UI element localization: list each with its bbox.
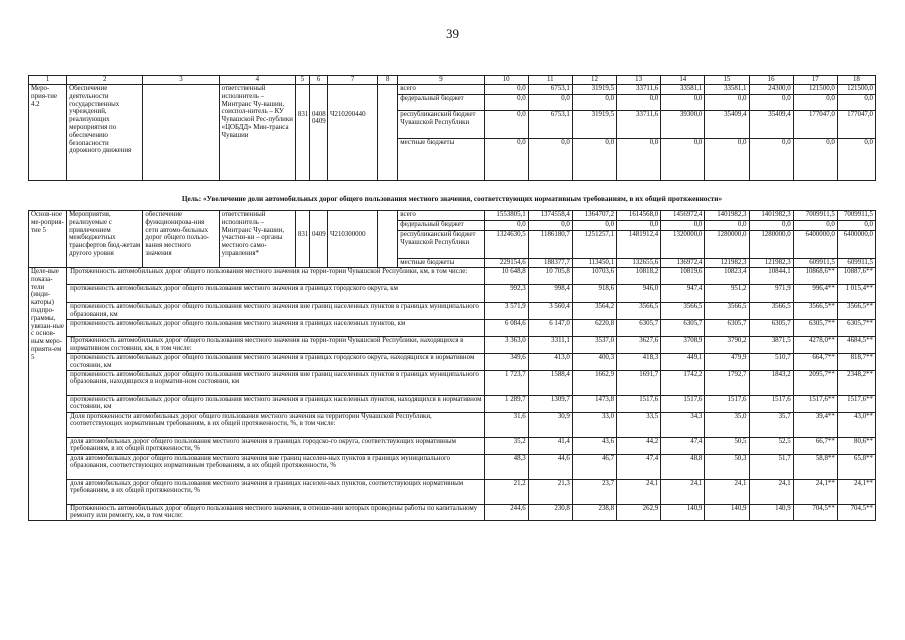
indicator-value: 2095,7** <box>793 370 837 395</box>
funding-source: республиканский бюджет Чувашской Республики <box>398 231 484 259</box>
indicator-value: 6305,7** <box>793 320 837 337</box>
funding-value: 132655,6 <box>617 259 661 268</box>
column-number: 1 <box>29 76 67 85</box>
funding-value: 0,0 <box>484 139 528 181</box>
code-col-8 <box>378 111 398 139</box>
indicator-value: 6 147,0 <box>528 320 572 337</box>
indicator-row <box>29 504 876 521</box>
indicator-value: 992,3 <box>484 285 528 303</box>
indicator-value: 47,4 <box>661 437 705 454</box>
indicator-name: доля автомобильных дорог общего пользования местного значения в границах населен-ных пунктов, соответствующих нормативным требованиям, в их общей протяженности, % <box>67 479 484 504</box>
funding-value: 121500,0 <box>837 85 875 95</box>
funding-value: 0,0 <box>749 221 793 231</box>
indicator-value: 3 571,9 <box>484 303 528 320</box>
funding-value: 1364707,2 <box>572 211 616 221</box>
code-col-6: 0408 0409 <box>309 111 327 139</box>
indicator-value: 946,0 <box>617 285 661 303</box>
code-col-5 <box>295 95 309 111</box>
indicator-value: 704,5** <box>837 504 875 521</box>
funding-value: 39300,0 <box>661 111 705 139</box>
indicator-value: 262,9 <box>617 504 661 521</box>
funding-value: 0,0 <box>484 85 528 95</box>
indicator-value: 66,7** <box>793 437 837 454</box>
funding-value: 0,0 <box>528 139 572 181</box>
column-number: 6 <box>309 76 327 85</box>
indicator-value: 4684,5** <box>837 337 875 354</box>
indicator-value: 996,4** <box>793 285 837 303</box>
indicator-value: 3627,6 <box>617 337 661 354</box>
indicator-value: 52,5 <box>749 437 793 454</box>
indicator-value: 1 289,7 <box>484 395 528 412</box>
funding-value: 121500,0 <box>793 85 837 95</box>
indicator-row <box>29 395 876 412</box>
indicator-value: 39,4** <box>793 412 837 437</box>
indicator-value: 3566,5** <box>793 303 837 320</box>
funding-value: 0,0 <box>572 139 616 181</box>
funding-value: 0,0 <box>617 95 661 111</box>
code-col-5 <box>295 221 309 231</box>
funding-value: 113450,1 <box>572 259 616 268</box>
indicator-value: 23,7 <box>572 479 616 504</box>
code-col-8 <box>378 85 398 95</box>
indicator-value: 44,2 <box>617 437 661 454</box>
column-number: 2 <box>67 76 143 85</box>
code-col-7 <box>328 221 378 231</box>
indicator-name: доля автомобильных дорог общего пользования местного значения в границах городско-го округа, соответствующих нормативным требованиям, в их общей протяженности, % <box>67 437 484 454</box>
indicator-value: 35,2 <box>484 437 528 454</box>
code-col-8 <box>378 221 398 231</box>
budget-table-top <box>28 75 876 181</box>
code-col-7 <box>328 139 378 181</box>
funding-value: 0,0 <box>617 221 661 231</box>
funding-value: 0,0 <box>837 221 875 231</box>
funding-value: 1280000,0 <box>749 231 793 259</box>
measure-code: Основ-ное ме-роприя-тие 5 <box>29 211 67 268</box>
indicator-value: 48,8 <box>661 454 705 479</box>
indicators-label: Целе-вые показа-тели (инди-каторы) подпро-граммы, увязан-ные с основ-ным меро-прияти-ем 5 <box>29 268 67 521</box>
indicator-value: 1517,6 <box>661 395 705 412</box>
indicator-name: доля автомобильных дорог общего пользования местного значения вне границ населен-ных пунктов в границах муниципального образования, соответствующих нормативным требованиям, в их общей протяженности, % <box>67 454 484 479</box>
funding-value: 1320000,0 <box>661 231 705 259</box>
funding-value: 6753,1 <box>528 85 572 95</box>
funding-value: 136972,4 <box>661 259 705 268</box>
indicator-row <box>29 320 876 337</box>
funding-value: 1401982,3 <box>749 211 793 221</box>
column-number: 8 <box>378 76 398 85</box>
funding-value: 0,0 <box>484 111 528 139</box>
indicator-value: 24,1 <box>617 479 661 504</box>
indicator-value: 80,6** <box>837 437 875 454</box>
budget-table-bottom <box>28 210 876 521</box>
indicator-value: 449,1 <box>661 354 705 371</box>
funding-value: 0,0 <box>837 139 875 181</box>
funding-value: 1251257,1 <box>572 231 616 259</box>
indicator-row <box>29 268 876 285</box>
indicator-name: протяженность автомобильных дорог общего пользования местного значения вне границ населенных пунктов в границах муниципального образования, км <box>67 303 484 320</box>
indicator-value: 230,8 <box>528 504 572 521</box>
indicator-value: 4278,0** <box>793 337 837 354</box>
funding-value: 0,0 <box>572 95 616 111</box>
indicator-value: 24,1 <box>749 479 793 504</box>
column-number: 5 <box>295 76 309 85</box>
indicator-value: 43,6 <box>572 437 616 454</box>
indicator-name: протяженность автомобильных дорог общего пользования местного значения вне границ населенных пунктов в границах муниципального образования, находящихся в норматив-ном состоянии, км <box>67 370 484 395</box>
funding-source: республиканский бюджет Чувашской Республики <box>398 111 484 139</box>
indicator-value: 10844,1 <box>749 268 793 285</box>
measure-code: Меро-прия-тие 4.2 <box>29 85 67 181</box>
column-number: 17 <box>793 76 837 85</box>
funding-value: 1614568,0 <box>617 211 661 221</box>
funding-value: 0,0 <box>793 221 837 231</box>
indicator-value: 24,1** <box>837 479 875 504</box>
indicator-value: 418,3 <box>617 354 661 371</box>
indicator-value: 10818,2 <box>617 268 661 285</box>
indicator-value: 1473,8 <box>572 395 616 412</box>
code-col-7 <box>328 85 378 95</box>
indicator-value: 1309,7 <box>528 395 572 412</box>
indicator-value: 6305,7 <box>705 320 749 337</box>
code-col-8 <box>378 211 398 221</box>
indicator-value: 818,7** <box>837 354 875 371</box>
funding-source: местные бюджеты <box>398 259 484 268</box>
indicator-value: 3 363,0 <box>484 337 528 354</box>
indicator-value: 413,0 <box>528 354 572 371</box>
column-number: 12 <box>572 76 616 85</box>
code-col-8 <box>378 95 398 111</box>
indicator-value: 704,5** <box>793 504 837 521</box>
funding-value: 1401982,3 <box>705 211 749 221</box>
indicator-value: 1 015,4** <box>837 285 875 303</box>
indicator-value: 43,0** <box>837 412 875 437</box>
indicator-value: 33,0 <box>572 412 616 437</box>
indicator-value: 65,8** <box>837 454 875 479</box>
indicator-value: 400,3 <box>572 354 616 371</box>
indicator-value: 46,7 <box>572 454 616 479</box>
indicator-row <box>29 412 876 437</box>
indicator-value: 1 723,7 <box>484 370 528 395</box>
funding-value: 33581,1 <box>661 85 705 95</box>
funding-value: 0,0 <box>572 221 616 231</box>
code-col-6 <box>309 95 327 111</box>
code-col-5 <box>295 85 309 95</box>
indicator-value: 3564,2 <box>572 303 616 320</box>
code-col-5: 831 <box>295 111 309 139</box>
code-col-7 <box>328 95 378 111</box>
code-col-5 <box>295 259 309 268</box>
measure-name: Мероприятия, реализуемые с привлечением межбюджетных трансфертов бюд-жетам другого уровня <box>67 211 143 268</box>
code-col-7 <box>328 211 378 221</box>
indicator-value: 6305,7 <box>617 320 661 337</box>
indicator-value: 47,4 <box>617 454 661 479</box>
code-col-7: Ч210200440 <box>328 111 378 139</box>
indicator-value: 1517,6** <box>793 395 837 412</box>
indicator-row <box>29 285 876 303</box>
indicator-value: 3871,5 <box>749 337 793 354</box>
measure-executor: ответственный исполнитель – Минтранс Чу-вашии, соиспол-нитель – КУ Чувашской Рес-публики «ЦОБДД» Мин-транса Чувашии <box>219 85 295 181</box>
funding-value: 0,0 <box>705 221 749 231</box>
indicator-value: 3566,5 <box>617 303 661 320</box>
indicator-value: 10887,6** <box>837 268 875 285</box>
column-number: 15 <box>705 76 749 85</box>
funding-value: 0,0 <box>749 139 793 181</box>
column-number: 9 <box>398 76 484 85</box>
funding-value: 1280000,0 <box>705 231 749 259</box>
code-col-6 <box>309 139 327 181</box>
indicator-value: 3537,0 <box>572 337 616 354</box>
measure-4-2 <box>29 85 876 181</box>
indicator-row <box>29 303 876 320</box>
indicator-value: 10 705,8 <box>528 268 572 285</box>
indicator-value: 6305,7 <box>749 320 793 337</box>
funding-value: 31919,5 <box>572 85 616 95</box>
funding-value: 0,0 <box>661 95 705 111</box>
funding-value: 24300,0 <box>749 85 793 95</box>
indicator-name: Протяженность автомобильных дорог общего пользования местного значения, в отноше-нии которых проведены работы по капитальному ремонту или ремонту, км, в том числе: <box>67 504 484 521</box>
funding-value: 0,0 <box>528 221 572 231</box>
indicator-value: 1792,7 <box>705 370 749 395</box>
indicator-value: 3311,1 <box>528 337 572 354</box>
indicator-name: протяженность автомобильных дорог общего пользования местного значения в границах городского округа, находящихся в нормативном состоянии, км <box>67 354 484 371</box>
indicator-value: 10 648,8 <box>484 268 528 285</box>
code-col-6 <box>309 85 327 95</box>
indicator-value: 21,3 <box>528 479 572 504</box>
indicator-value: 1517,6** <box>837 395 875 412</box>
column-number: 13 <box>617 76 661 85</box>
funding-value: 121982,3 <box>705 259 749 268</box>
indicator-value: 1517,6 <box>705 395 749 412</box>
measure-goal: обеспечение функционирова-ния сети автомо-бильных дорог общего пользо-вания местного значения <box>143 211 219 268</box>
indicator-value: 10819,6 <box>661 268 705 285</box>
indicator-value: 664,7** <box>793 354 837 371</box>
funding-value: 0,0 <box>661 139 705 181</box>
funding-value: 1456972,4 <box>661 211 705 221</box>
funding-value: 7009911,5 <box>793 211 837 221</box>
funding-source: федеральный бюджет <box>398 221 484 231</box>
funding-value: 1553805,1 <box>484 211 528 221</box>
indicator-value: 998,4 <box>528 285 572 303</box>
indicator-value: 1742,2 <box>661 370 705 395</box>
indicator-value: 510,7 <box>749 354 793 371</box>
code-col-6: 0409 <box>309 231 327 259</box>
indicator-name: протяженность автомобильных дорог общего пользования местного значения в границах населенных пунктов, км <box>67 320 484 337</box>
indicator-value: 50,5 <box>705 437 749 454</box>
funding-value: 33581,1 <box>705 85 749 95</box>
indicator-name: протяженность автомобильных дорог общего пользования местного значения в границах городского округа, км <box>67 285 484 303</box>
funding-value: 0,0 <box>793 95 837 111</box>
funding-value: 6400000,0 <box>793 231 837 259</box>
indicator-value: 30,9 <box>528 412 572 437</box>
code-col-8 <box>378 139 398 181</box>
funding-value: 33711,6 <box>617 85 661 95</box>
indicator-value: 479,9 <box>705 354 749 371</box>
funding-source: федеральный бюджет <box>398 95 484 111</box>
funding-value: 0,0 <box>661 221 705 231</box>
indicator-value: 35,7 <box>749 412 793 437</box>
indicator-row <box>29 437 876 454</box>
funding-value: 33711,6 <box>617 111 661 139</box>
funding-value: 0,0 <box>528 95 572 111</box>
funding-source: всего <box>398 85 484 95</box>
indicator-name: Протяженность автомобильных дорог общего пользования местного значения на терри-тории Чувашской Республики, км, в том числе: <box>67 268 484 285</box>
indicator-value: 349,6 <box>484 354 528 371</box>
funding-value: 31919,5 <box>572 111 616 139</box>
funding-value: 7009911,5 <box>837 211 875 221</box>
indicator-value: 947,4 <box>661 285 705 303</box>
code-col-5 <box>295 211 309 221</box>
measure-executor: ответственный исполнитель – Минтранс Чу-вашии, участни-ки – органы местного само-управления* <box>219 211 295 268</box>
measure-goal <box>143 85 219 181</box>
indicator-row <box>29 354 876 371</box>
column-number: 11 <box>528 76 572 85</box>
indicator-value: 3566,5 <box>705 303 749 320</box>
code-col-8 <box>378 231 398 259</box>
column-number: 10 <box>484 76 528 85</box>
funding-value: 0,0 <box>705 139 749 181</box>
indicator-value: 1662,9 <box>572 370 616 395</box>
funding-value: 0,0 <box>484 221 528 231</box>
indicator-value: 1588,4 <box>528 370 572 395</box>
funding-value: 35409,4 <box>705 111 749 139</box>
funding-value: 0,0 <box>705 95 749 111</box>
column-number: 18 <box>837 76 875 85</box>
measure-name: Обеспечение деятельности государственных учреждений, реализующих мероприятия по обеспечению безопасности дорожного движения <box>67 85 143 181</box>
indicator-value: 6305,7** <box>837 320 875 337</box>
funding-row <box>29 211 876 221</box>
indicator-value: 1691,7 <box>617 370 661 395</box>
indicator-name: Доля протяженности автомобильных дорог общего пользования местного значения на территории Чувашской Республики, соответствующих нормативным требованиям, в их общей протяженности, %, в том числе: <box>67 412 484 437</box>
funding-value: 121982,3 <box>749 259 793 268</box>
indicator-value: 33,5 <box>617 412 661 437</box>
indicator-value: 21,2 <box>484 479 528 504</box>
indicator-value: 31,6 <box>484 412 528 437</box>
funding-value: 1186180,7 <box>528 231 572 259</box>
indicator-value: 10868,6** <box>793 268 837 285</box>
funding-value: 1374558,4 <box>528 211 572 221</box>
indicator-value: 3566,5 <box>749 303 793 320</box>
indicator-value: 50,3 <box>705 454 749 479</box>
code-col-5 <box>295 139 309 181</box>
indicator-value: 1517,6 <box>749 395 793 412</box>
indicator-value: 35,0 <box>705 412 749 437</box>
funding-source: всего <box>398 211 484 221</box>
code-col-8 <box>378 259 398 268</box>
indicator-value: 6220,8 <box>572 320 616 337</box>
indicator-value: 24,1 <box>661 479 705 504</box>
page-number: 39 <box>446 26 459 41</box>
column-number: 7 <box>328 76 378 85</box>
funding-value: 6400000,0 <box>837 231 875 259</box>
indicator-value: 3790,2 <box>705 337 749 354</box>
indicator-value: 951,2 <box>705 285 749 303</box>
funding-value: 0,0 <box>837 95 875 111</box>
indicator-value: 3566,5** <box>837 303 875 320</box>
goal-heading: Цель: «Увеличение доли автомобильных дорог общего пользования местного значения, соответствующих нормативным требованиям, в их общей протяженности» <box>181 194 723 203</box>
indicator-value: 6 084,6 <box>484 320 528 337</box>
funding-value: 1324630,5 <box>484 231 528 259</box>
indicator-value: 44,6 <box>528 454 572 479</box>
funding-value: 188377,7 <box>528 259 572 268</box>
indicators <box>29 268 876 521</box>
code-col-7 <box>328 259 378 268</box>
indicator-value: 24,1 <box>705 479 749 504</box>
column-number: 14 <box>661 76 705 85</box>
funding-value: 177047,0 <box>837 111 875 139</box>
indicator-row <box>29 337 876 354</box>
indicator-value: 48,3 <box>484 454 528 479</box>
funding-value: 0,0 <box>484 95 528 111</box>
indicator-value: 3708,9 <box>661 337 705 354</box>
indicator-value: 3 560,4 <box>528 303 572 320</box>
code-col-6 <box>309 259 327 268</box>
indicator-value: 24,1** <box>793 479 837 504</box>
indicator-value: 1517,6 <box>617 395 661 412</box>
indicator-value: 41,4 <box>528 437 572 454</box>
funding-value: 177047,0 <box>793 111 837 139</box>
funding-value: 1481912,4 <box>617 231 661 259</box>
indicator-value: 140,9 <box>661 504 705 521</box>
code-col-6 <box>309 211 327 221</box>
indicator-value: 140,9 <box>705 504 749 521</box>
indicator-value: 10703,6 <box>572 268 616 285</box>
funding-value: 609911,5 <box>837 259 875 268</box>
indicator-name: протяженность автомобильных дорог общего пользования местного значения в границах населенных пунктов, находящихся в нормативном состоянии, км <box>67 395 484 412</box>
indicator-name: Протяженность автомобильных дорог общего пользования местного значения на терри-тории Чувашской Республики, находящихся в нормативном состоянии, км, в том числе: <box>67 337 484 354</box>
funding-value: 0,0 <box>617 139 661 181</box>
funding-value: 6753,1 <box>528 111 572 139</box>
column-number: 4 <box>219 76 295 85</box>
column-number-row <box>29 76 876 85</box>
funding-value: 229154,6 <box>484 259 528 268</box>
indicator-value: 58,8** <box>793 454 837 479</box>
funding-value: 0,0 <box>793 139 837 181</box>
indicator-value: 140,9 <box>749 504 793 521</box>
column-number: 16 <box>749 76 793 85</box>
indicator-value: 238,8 <box>572 504 616 521</box>
code-col-7: Ч210300000 <box>328 231 378 259</box>
indicator-value: 51,7 <box>749 454 793 479</box>
main-event-5 <box>29 211 876 268</box>
funding-value: 609911,5 <box>793 259 837 268</box>
indicator-value: 971,9 <box>749 285 793 303</box>
indicator-row <box>29 454 876 479</box>
code-col-6 <box>309 221 327 231</box>
column-number: 3 <box>143 76 219 85</box>
indicator-value: 244,6 <box>484 504 528 521</box>
funding-value: 35409,4 <box>749 111 793 139</box>
indicator-value: 918,6 <box>572 285 616 303</box>
indicator-row <box>29 370 876 395</box>
indicator-value: 10823,4 <box>705 268 749 285</box>
indicator-value: 34,3 <box>661 412 705 437</box>
code-col-5: 831 <box>295 231 309 259</box>
indicator-value: 3566,5 <box>661 303 705 320</box>
indicator-row <box>29 479 876 504</box>
funding-row <box>29 85 876 95</box>
indicator-value: 1843,2 <box>749 370 793 395</box>
funding-source: местные бюджеты <box>398 139 484 181</box>
indicator-value: 6305,7 <box>661 320 705 337</box>
funding-value: 0,0 <box>749 95 793 111</box>
indicator-value: 2348,2** <box>837 370 875 395</box>
